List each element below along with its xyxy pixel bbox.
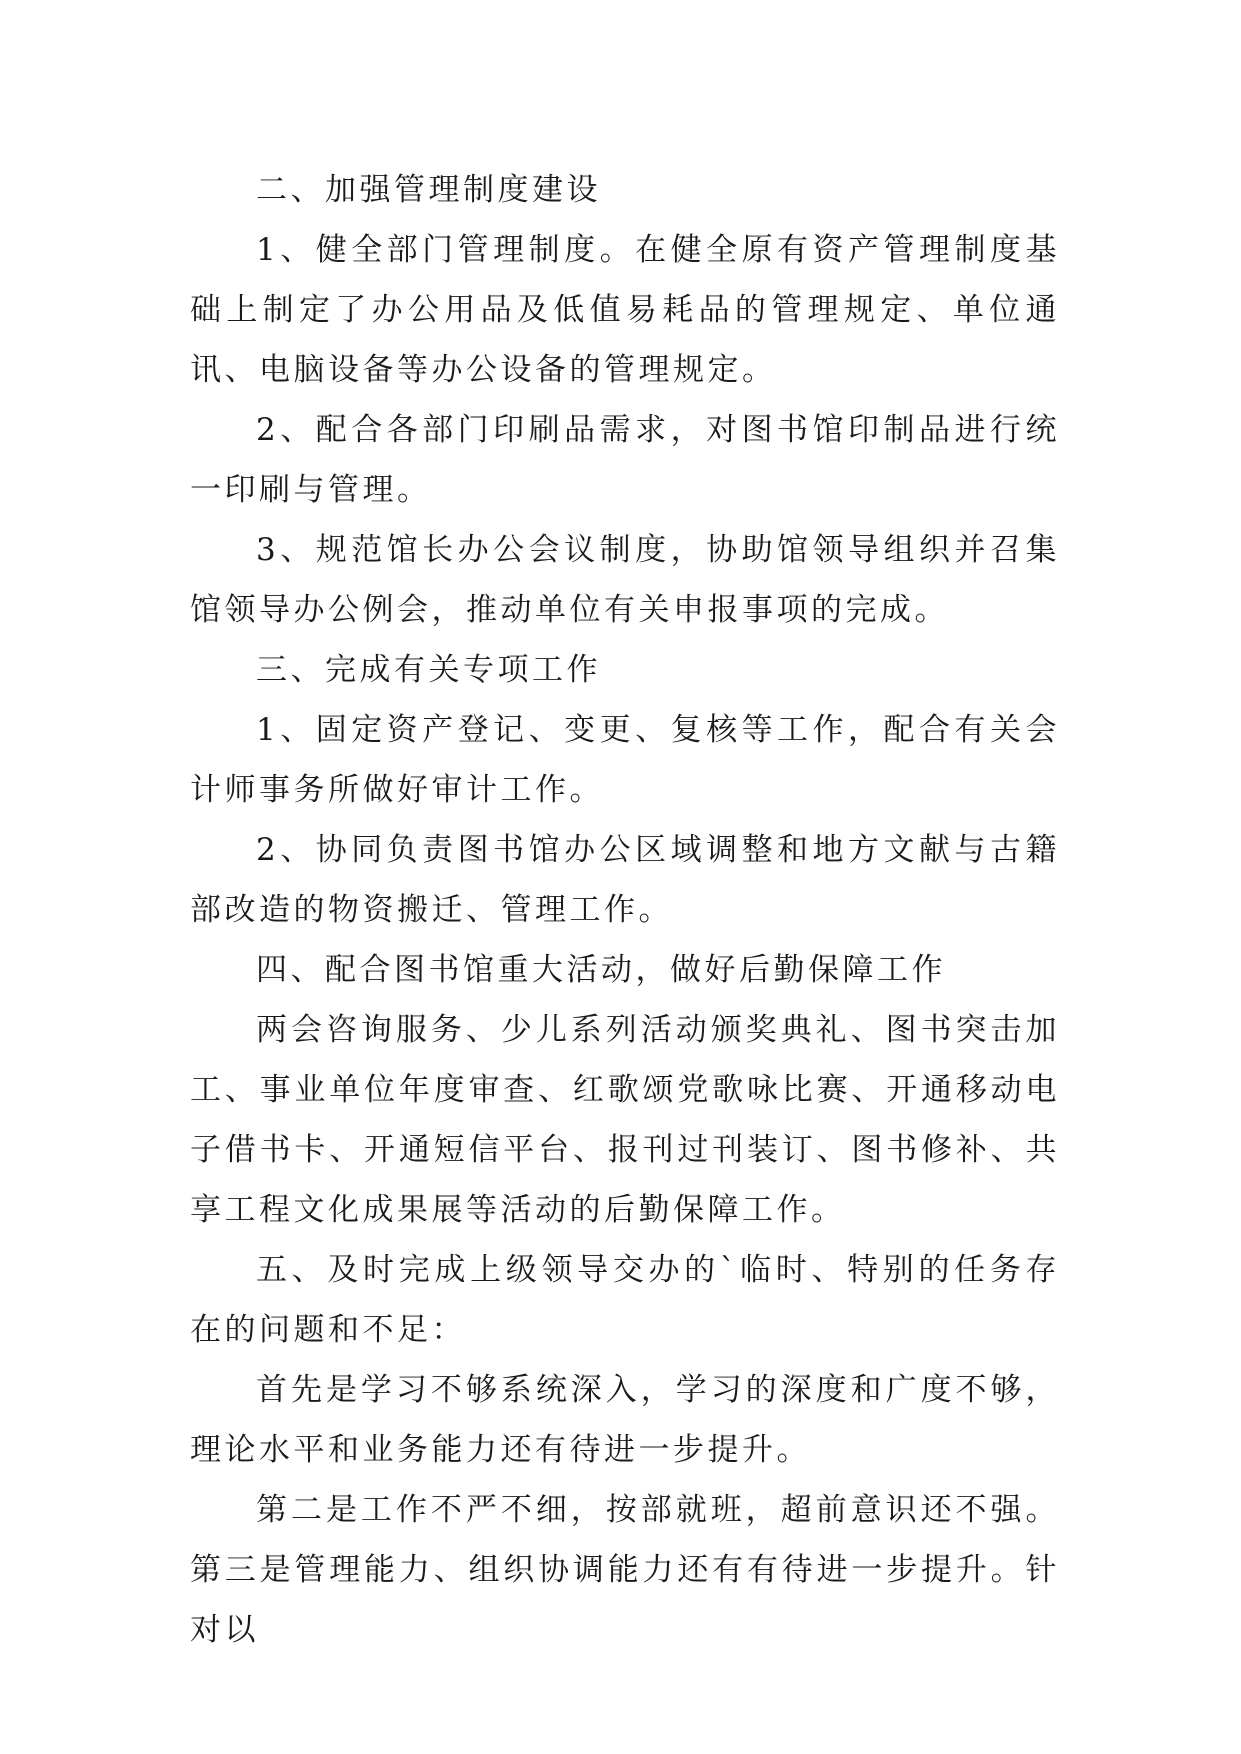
section-heading-4: 四、配合图书馆重大活动，做好后勤保障工作 — [256, 952, 946, 988]
paragraph: 3、规范馆长办公会议制度，协助馆领导组织并召集馆领导办公例会，推动单位有关申报事项的完成。 — [190, 532, 1060, 628]
paragraph: 第二是工作不严不细，按部就班，超前意识还不强。第三是管理能力、组织协调能力还有有待进一步提升。针对以 — [190, 1492, 1060, 1648]
paragraph: 首先是学习不够系统深入，学习的深度和广度不够，理论水平和业务能力还有待进一步提升。 — [190, 1372, 1060, 1468]
section-heading-3: 三、完成有关专项工作 — [256, 652, 601, 688]
document-body — [190, 160, 1060, 1660]
section-heading-2: 二、加强管理制度建设 — [256, 172, 601, 208]
paragraph: 两会咨询服务、少儿系列活动颁奖典礼、图书突击加工、事业单位年度审查、红歌颂党歌咏比赛、开通移动电子借书卡、开通短信平台、报刊过刊装订、图书修补、共享工程文化成果展等活动的后勤保障工作。 — [190, 1012, 1060, 1228]
paragraph: 1、固定资产登记、变更、复核等工作，配合有关会计师事务所做好审计工作。 — [190, 712, 1060, 808]
paragraph: 2、协同负责图书馆办公区域调整和地方文献与古籍部改造的物资搬迁、管理工作。 — [190, 832, 1060, 928]
paragraph: 1、健全部门管理制度。在健全原有资产管理制度基础上制定了办公用品及低值易耗品的管理规定、单位通讯、电脑设备等办公设备的管理规定。 — [190, 232, 1060, 388]
paragraph: 2、配合各部门印刷品需求，对图书馆印制品进行统一印刷与管理。 — [190, 412, 1060, 508]
section-heading-5: 五、及时完成上级领导交办的`临时、特别的任务存在的问题和不足： — [190, 1252, 1060, 1348]
